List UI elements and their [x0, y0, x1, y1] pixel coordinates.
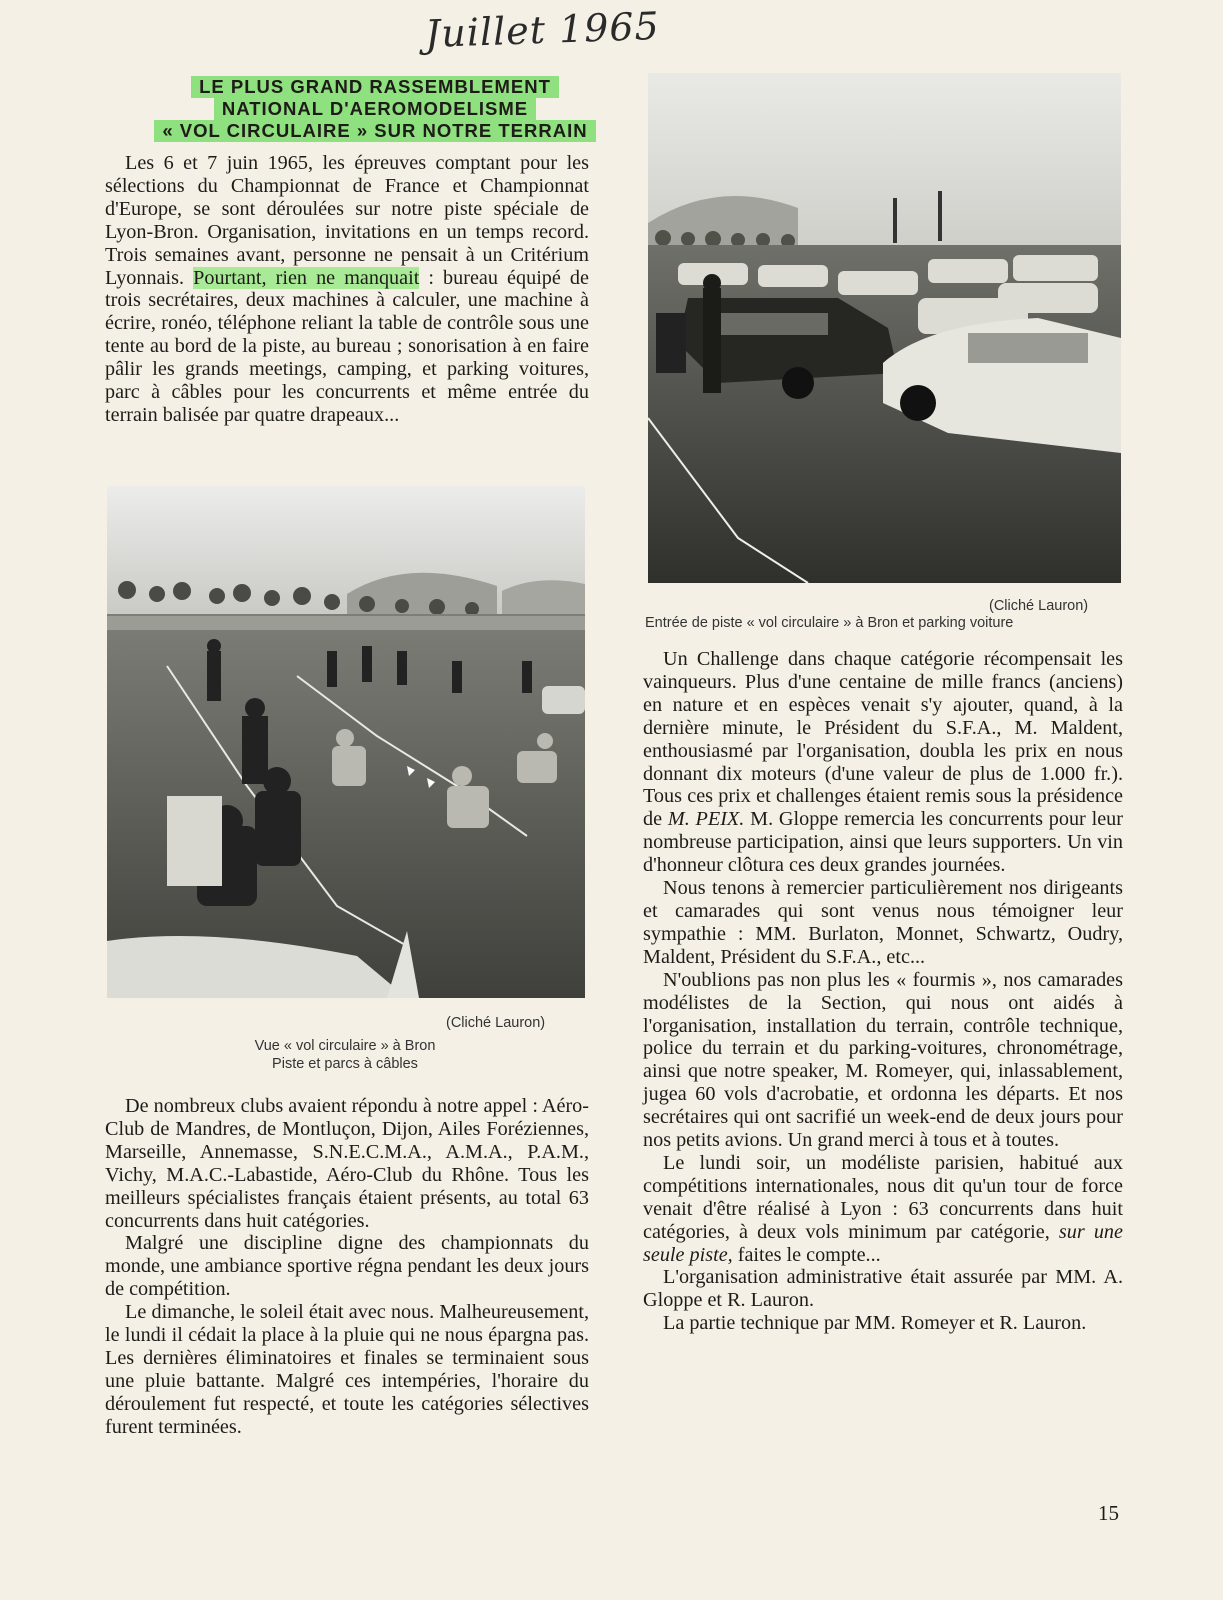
right-p1-italic: M. PEIX. — [667, 808, 745, 831]
intro-column — [105, 152, 589, 427]
right-paragraph-thanks: Nous tenons à remercier particulièrement nos dirigeants et camarades qui sont venus nous témoigner leur sympathie : MM. Burlaton, Monnet, Schwartz, Oudry, Maldent, Président du S.F.A., etc... — [643, 877, 1123, 968]
intro-text-start: Les 6 et 7 juin 1965, les épreuves comptant pour les sélections du Championnat de France et Championnat d'Europe, se sont déroulées sur notre piste spéciale de Lyon-Bron. Organisation, invitations en un temps record. Trois semaines avant, personne ne pensait à un Critérium Lyonnais. — [105, 152, 589, 289]
right-paragraph-fourmis: N'oublions pas non plus les « fourmis », nos camarades modélistes de la Section, qui nous ont aidés à l'organisation, installation du terrain, contrôle technique, police du terrain et du parking-voitures, chronométrage, ainsi que notre speaker, M. Romeyer, qui, inlassablement, jugea 60 vols d'acrobatie, et ordonna les départs. Et nos secrétaires qui ont sacrifié un week-end de deux jours pour nos petits avions. Un grand merci à tous et à toutes. — [643, 968, 1123, 1152]
intro-text-end: : bureau équipé de trois secrétaires, deux machines à calculer, une machine à écrire, ronéo, téléphone reliant la table de contrôle sous une tente au bord de la piste, au bureau ; sonorisation à en faire pâlir les grands meetings, camping, et parking voitures, parc à câbles pour les concurrents et même entrée du terrain balisée par quatre drapeaux... — [105, 266, 589, 426]
intro-highlight: Pourtant, rien ne manquait — [193, 266, 420, 289]
left-column-body — [105, 1095, 589, 1439]
right-p4-start: Le lundi soir, un modéliste parisien, habitué aux compétitions internationales, nous dit qu'un tour de force venait d'être réalisé à Lyon : 63 concurrents dans huit catégories, à deux vols minimum par catégorie, — [643, 1151, 1123, 1243]
photo-left-credit: (Cliché Lauron) — [446, 1015, 546, 1031]
right-paragraph-admin: L'organisation administrative était assurée par MM. A. Gloppe et R. Lauron. — [643, 1266, 1123, 1312]
left-paragraph-clubs: De nombreux clubs avaient répondu à notre appel : Aéro-Club de Mandres, de Montluçon, Dijon, Ailes Foréziennes, Marseille, Annemasse, S.N.E.C.M.A., A.M.A., P.A.M., Vichy, M.A.C.-Labastide, Aéro-Club du Rhône. Tous les meilleurs spécialistes français étaient présents, au total 63 concurrents dans huit catégories. — [105, 1095, 589, 1232]
headline-line-3: « VOL CIRCULAIRE » SUR NOTRE TERRAIN — [154, 120, 595, 142]
headline-line-2: NATIONAL D'AEROMODELISME — [214, 98, 536, 120]
right-column-body — [643, 648, 1123, 1335]
right-paragraph-challenge — [643, 648, 1123, 877]
intro-paragraph — [105, 152, 589, 427]
photo-right-credit: (Cliché Lauron) — [989, 598, 1089, 614]
headline — [150, 76, 600, 142]
right-p1-start: Un Challenge dans chaque catégorie récompensait les vainqueurs. Plus d'une centaine de mille francs (anciens) en nature et en espèces venait s'y ajouter, quand, à la dernière minute, le Président du S.F.A., M. Maldent, enthousiasmé par l'organisation, doubla les prix en nous donnant dix moteurs (d'une valeur de plus de 1.000 fr.). Tous ces prix et challenges étaient remis sous la présidence de — [643, 648, 1123, 831]
photo-track-entrance-parking — [648, 73, 1121, 583]
right-paragraph-tour-de-force — [643, 1152, 1123, 1267]
photo-circular-flight-field — [107, 486, 585, 998]
left-paragraph-weather: Le dimanche, le soleil était avec nous. Malheureusement, le lundi il cédait la place à la pluie qui ne nous épargna pas. Les dernières éliminatoires et finales se terminaient sous une pluie battante. Malgré ces intempéries, l'horaire du déroulement fut respecté, et toute les catégories sélectives furent terminées. — [105, 1301, 589, 1438]
headline-line-1: LE PLUS GRAND RASSEMBLEMENT — [191, 76, 559, 98]
page-number: 15 — [1098, 1501, 1119, 1525]
photo-right-caption: Entrée de piste « vol circulaire » à Bron et parking voiture — [645, 615, 1014, 631]
photo-left-caption-line-2: Piste et parcs à câbles — [272, 1056, 418, 1072]
right-p4-italic: sur une seule piste, — [643, 1220, 1123, 1266]
photo-left-caption — [150, 1037, 540, 1073]
left-paragraph-ambiance: Malgré une discipline digne des championnats du monde, une ambiance sportive régna pendant les deux jours de compétition. — [105, 1232, 589, 1301]
right-paragraph-technique: La partie technique par MM. Romeyer et R. Lauron. — [663, 1312, 1087, 1335]
photo-left-caption-line-1: Vue « vol circulaire » à Bron — [254, 1038, 436, 1054]
handwritten-date: Juillet 1965 — [424, 3, 661, 57]
right-p4-end: faites le compte... — [732, 1243, 881, 1266]
right-p1-end: M. Gloppe remercia les concurrents pour leur nombreuse participation, ainsi que leurs supporters. Un vin d'honneur clôtura ces deux grandes journées. — [643, 808, 1123, 877]
